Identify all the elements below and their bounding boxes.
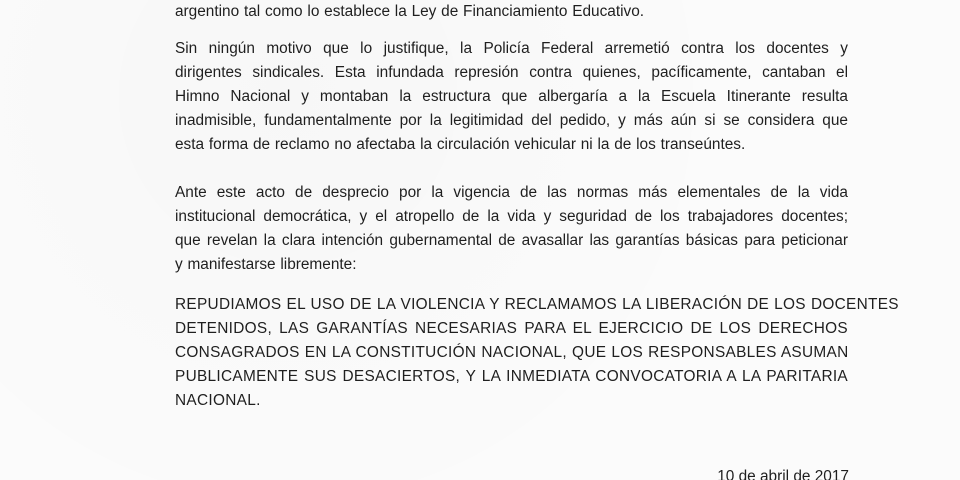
paragraph-line: esta forma de reclamo no afectaba la circulación vehicular ni la de los transeúntes. bbox=[175, 136, 746, 153]
paragraph-line: REPUDIAMOS EL USO DE LA VIOLENCIA Y RECLAMAMOS LA LIBERACIÓN DE LOS DOCENTES bbox=[175, 296, 899, 313]
paragraph-contempt bbox=[175, 181, 848, 277]
paragraph-line: dirigentes sindicales. Esta infundada represión contra quienes, pacíficamente, cantaban el bbox=[175, 64, 848, 81]
paragraph-police-repression bbox=[175, 37, 848, 157]
paragraph-line: argentino tal como lo establece la Ley de Financiamiento Educativo. bbox=[175, 3, 645, 20]
paragraph-line: CONSAGRADOS EN LA CONSTITUCIÓN NACIONAL, QUE LOS RESPONSABLES ASUMAN bbox=[175, 344, 849, 361]
paragraph-line: NACIONAL. bbox=[175, 392, 261, 409]
paragraph-repudiation bbox=[175, 293, 899, 413]
paragraph-line: y manifestarse libremente: bbox=[175, 256, 357, 273]
paragraph-line: Ante este acto de desprecio por la vigencia de las normas más elementales de la vida bbox=[175, 184, 848, 201]
paragraph-funding-law bbox=[175, 0, 848, 24]
paragraph-line: DETENIDOS, LAS GARANTÍAS NECESARIAS PARA EL EJERCICIO DE LOS DERECHOS bbox=[175, 320, 848, 337]
paragraph-line: Himno Nacional y montaban la estructura que albergaría a la Escuela Itinerante resulta bbox=[175, 88, 848, 105]
paragraph-line: inadmisible, fundamentalmente por la legitimidad del pedido, y más aún si se considera que bbox=[175, 112, 848, 129]
paragraph-line: Sin ningún motivo que lo justifique, la Policía Federal arremetió contra los docentes y bbox=[175, 40, 848, 57]
paragraph-line: institucional democrática, y el atropello de la vida y seguridad de los trabajadores docentes; bbox=[175, 208, 848, 225]
paragraph-line: PUBLICAMENTE SUS DESACIERTOS, Y LA INMEDIATA CONVOCATORIA A LA PARITARIA bbox=[175, 368, 848, 385]
paragraph-line: que revelan la clara intención gubernamental de avasallar las garantías básicas para peticionar bbox=[175, 232, 848, 249]
document-date: 10 de abril de 2017 bbox=[717, 468, 849, 480]
